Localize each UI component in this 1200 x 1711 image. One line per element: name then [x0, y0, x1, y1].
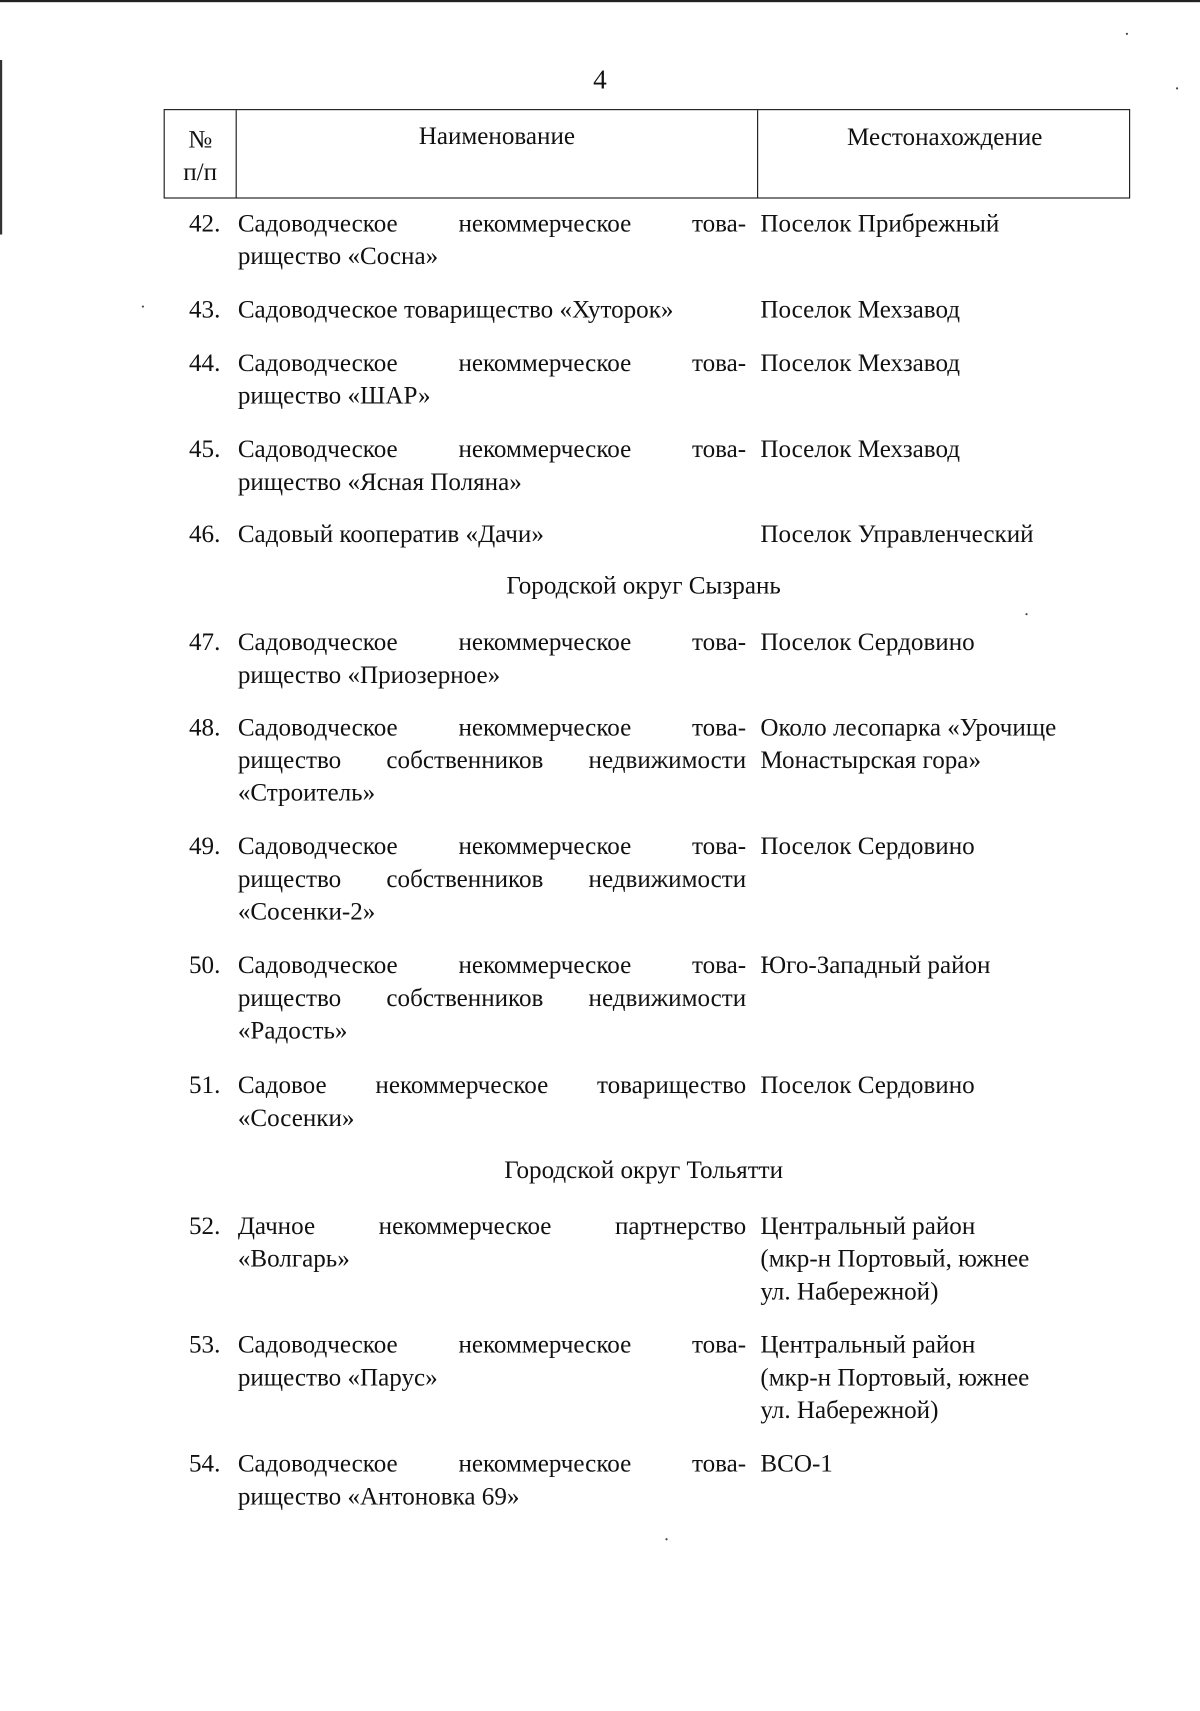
- row-name: Садоводческое некоммерческое това- рищество собственников недвижимости «Радость»: [237, 951, 747, 1044]
- row-number: 46.: [188, 520, 221, 548]
- header-number-symbol: №: [188, 125, 213, 153]
- row-number: 51.: [188, 1071, 221, 1099]
- row-number: 47.: [188, 628, 221, 656]
- row-location: Поселок Мехзавод: [760, 349, 961, 377]
- row-location: Центральный район (мкр-н Портовый, южнее ул. Набережной): [760, 1330, 1030, 1424]
- row-location: Поселок Сердовино: [760, 1071, 975, 1099]
- row-number: 48.: [188, 713, 221, 741]
- row-name: Садоводческое некоммерческое това- рищество собственников недвижимости «Сосенки-2»: [237, 832, 747, 926]
- scan-speck: [1126, 33, 1128, 35]
- table-header: [164, 109, 1131, 198]
- scan-speck: [142, 305, 144, 307]
- page-number: 4: [593, 65, 607, 95]
- row-location: Центральный район (мкр-н Портовый, южнее ул. Набережной): [760, 1211, 1030, 1305]
- row-number: 42.: [188, 209, 221, 237]
- row-location: Около лесопарка «Урочище Монастырская гора»: [760, 713, 1057, 774]
- row-number: 44.: [188, 349, 221, 377]
- header-number-abbrev: п/п: [183, 158, 218, 186]
- row-location: ВСО-1: [760, 1449, 833, 1478]
- section-heading-syzran: Городской округ Сызрань: [506, 571, 781, 599]
- section-heading-togliatti: Городской округ Тольятти: [504, 1156, 784, 1184]
- row-location: Поселок Сердовино: [760, 628, 975, 656]
- row-number: 53.: [188, 1330, 221, 1359]
- row-name: Садоводческое некоммерческое това- рищество «ШАР»: [237, 349, 747, 410]
- row-name: Садоводческое товарищество «Хуторок»: [237, 295, 674, 323]
- scan-speck: [1025, 613, 1027, 615]
- header-location-cell: Местонахождение: [847, 123, 1043, 151]
- row-name: Садоводческое некоммерческое това- рищество собственников недвижимости «Строитель»: [237, 713, 747, 807]
- scan-edge-top: [0, 0, 1200, 2]
- row-location: Поселок Мехзавод: [760, 295, 961, 323]
- row-location: Поселок Мехзавод: [760, 435, 961, 463]
- row-name: Садовое некоммерческое товарищество «Сосенки»: [237, 1071, 747, 1132]
- row-number: 45.: [188, 435, 221, 463]
- header-name-cell: Наименование: [237, 110, 758, 197]
- row-location: Юго-Западный район: [760, 951, 991, 979]
- scan-speck: [665, 1538, 667, 1540]
- header-number-cell: [165, 110, 237, 197]
- row-name: Садоводческое некоммерческое това- рищество «Приозерное»: [237, 628, 747, 689]
- row-number: 50.: [188, 951, 221, 979]
- row-number: 54.: [188, 1449, 221, 1478]
- row-number: 43.: [188, 295, 221, 323]
- row-name: Садоводческое некоммерческое това- рищество «Антоновка 69»: [237, 1449, 747, 1510]
- row-name: Садоводческое некоммерческое това- рищество «Ясная Поляна»: [237, 435, 747, 496]
- row-location: Поселок Прибрежный: [760, 209, 1000, 237]
- row-name: Дачное некоммерческое партнерство «Волгарь»: [237, 1211, 747, 1272]
- row-name: Садоводческое некоммерческое това- рищество «Парус»: [237, 1330, 747, 1391]
- row-location: Поселок Управленческий: [760, 520, 1034, 548]
- row-number: 49.: [188, 832, 221, 860]
- row-name: Садоводческое некоммерческое това- рищество «Сосна»: [237, 209, 747, 270]
- row-number: 52.: [188, 1211, 221, 1240]
- row-name: Садовый кооператив «Дачи»: [237, 520, 544, 548]
- row-location: Поселок Сердовино: [760, 832, 975, 860]
